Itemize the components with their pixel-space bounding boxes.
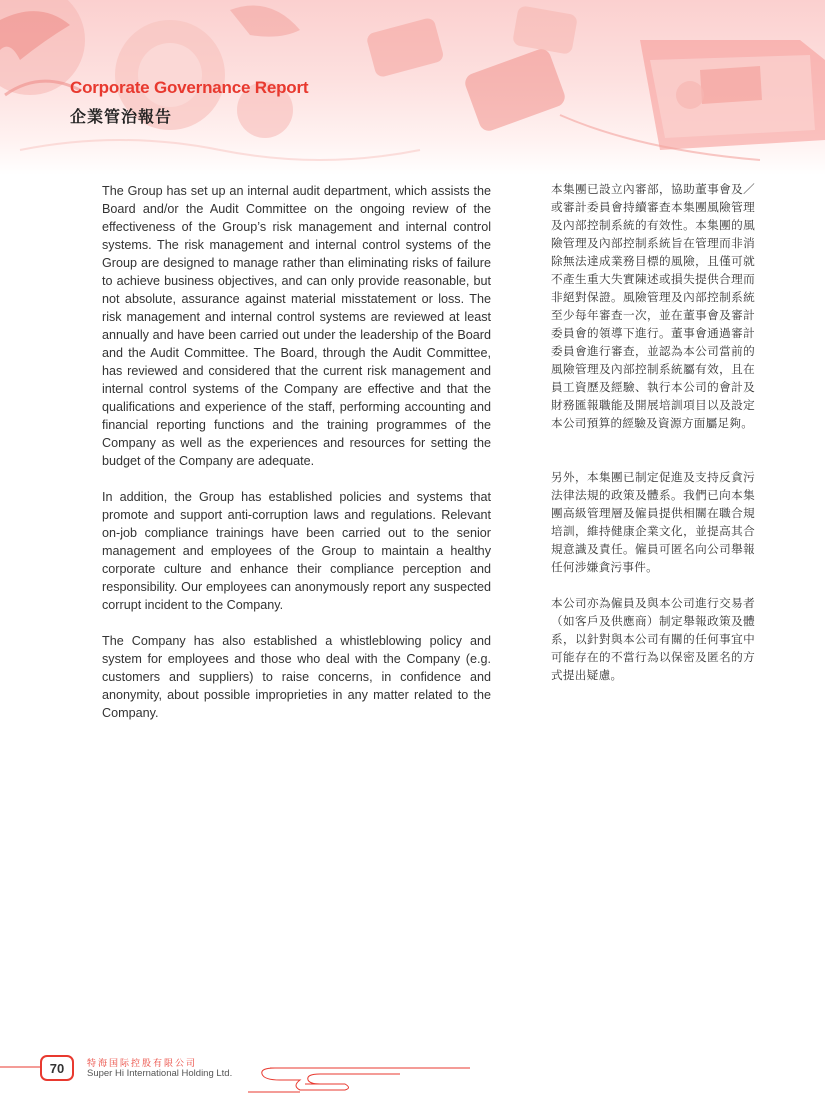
paragraph-internal-audit-en: The Group has set up an internal audit department, which assists the Board and/or the Audit Committee on the ongoing review of the effectiveness of the Group’s risk management and internal control systems. The risk management and internal control systems of the Group are designed to manage rather than eliminating risks of failure to achieve business objectives, and can only provide reasonable, but not absolute, assurance against material misstatement or loss. The risk management and internal control systems are reviewed at least annually and have been carried out under the leadership of the Board and the Audit Committee. The Board, through the Audit Committee, has reviewed and considered that the current risk management and internal control systems of the Company are effective and that the qualifications and experience of the staff, performing accounting and financial reporting functions and the training programmes of the Company as well as the experiences and resources for setting the budget of the Company are adequate. [102, 184, 491, 468]
paragraph-internal-audit-zh: 本集團已設立內審部，協助董事會及／或審計委員會持續審查本集團風險管理及內部控制系統的有效性。本集團的風險管理及內部控制系統旨在管理而非消除無法達成業務目標的風險，且僅可就不產生重大失實陳述或損失提供合理而非絕對保證。風險管理及內部控制系統至少每年審查一次，並在董事會及審計委員會的領導下進行。董事會通過審計委員會進行審查，並認為本公司當前的風險管理及內部控制系統屬有效，且在員工資歷及經驗、執行本公司的會計及財務匯報職能及開展培訓項目以及設定本公司預算的經驗及資源方面屬足夠。 [551, 182, 755, 430]
chinese-column [551, 180, 755, 684]
paragraph-anti-corruption-en: In addition, the Group has established policies and systems that promote and support anti-corruption laws and regulations. Relevant on-job compliance trainings have been carried out to the senior management and employees of the Group to maintain a healthy corporate culture and enhance their compliance perception and responsibility. Our employees can anonymously report any suspected corrupt incident to the Company. [102, 490, 491, 612]
company-name-chinese: 特海国际控股有限公司 [87, 1059, 198, 1069]
paragraph-whistleblowing-zh: 本公司亦為僱員及與本公司進行交易者（如客戶及供應商）制定舉報政策及體系，以針對與本公司有關的任何事宜中可能存在的不當行為以保密及匿名的方式提出疑慮。 [551, 596, 755, 682]
company-name-english: Super Hi International Holding Ltd. [87, 1068, 233, 1079]
page-footer [0, 1040, 825, 1120]
page-title: Corporate Governance Report [70, 78, 309, 97]
english-column [102, 182, 491, 722]
page-number: 70 [40, 1055, 74, 1081]
page-title-chinese: 企業管治報告 [70, 107, 173, 126]
footer-decoration [0, 1040, 825, 1120]
paragraph-whistleblowing-en: The Company has also established a whistleblowing policy and system for employees and those who deal with the Company (e.g. customers and suppliers) to raise concerns, in confidence and anonymity, about possible improprieties in any matter related to the Company. [102, 634, 491, 720]
paragraph-anti-corruption-zh: 另外，本集團已制定促進及支持反貪污法律法規的政策及體系。我們已向本集團高級管理層及僱員提供相關在職合規培訓，維持健康企業文化，並提高其合規意識及責任。僱員可匿名向公司舉報任何涉嫌貪污事件。 [551, 470, 755, 574]
